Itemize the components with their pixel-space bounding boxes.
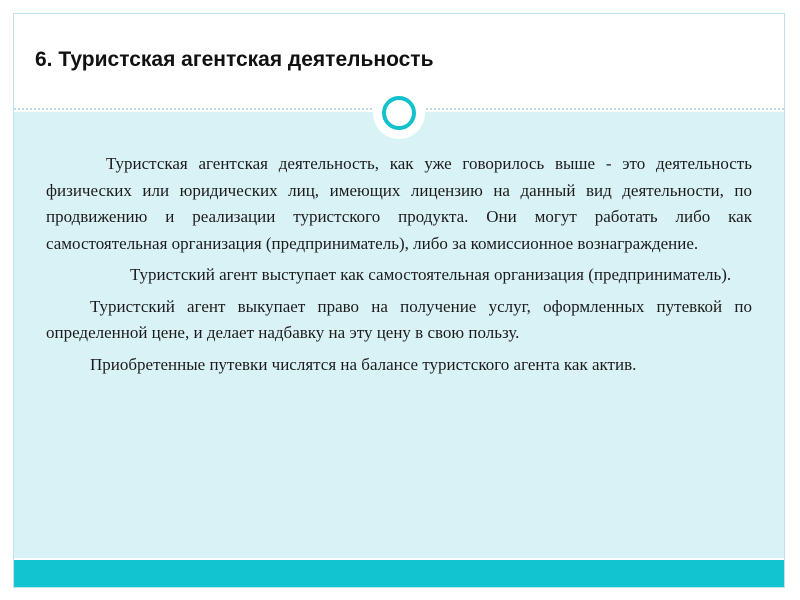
slide-body: [46, 151, 752, 383]
paragraph-agent-role: Туристский агент выступает как самостоятельная организация (предприниматель).: [130, 265, 732, 284]
ring-icon: [382, 96, 416, 130]
paragraph-balance: Приобретенные путевки числятся на балансе туристского агента как актив.: [90, 354, 637, 374]
paragraph-agent-markup: Туристский агент выкупает право на получение услуг, оформленных путевкой по определенной цене, и делает надбавку на эту цену в свою пользу.: [46, 296, 752, 342]
slide-title: 6. Туристская агентская деятельность: [35, 48, 434, 71]
paragraph-definition: Туристская агентская деятельность, как уже говорилось выше - это деятельность физических или юридических лиц, имеющих лицензию на данный вид деятельности, по продвижению и реализации туристского продукта. Они могут работать либо как самостоятельная организация (предприниматель), либо за комиссионное вознаграждение.: [46, 154, 752, 253]
bottom-bar: [14, 560, 784, 587]
